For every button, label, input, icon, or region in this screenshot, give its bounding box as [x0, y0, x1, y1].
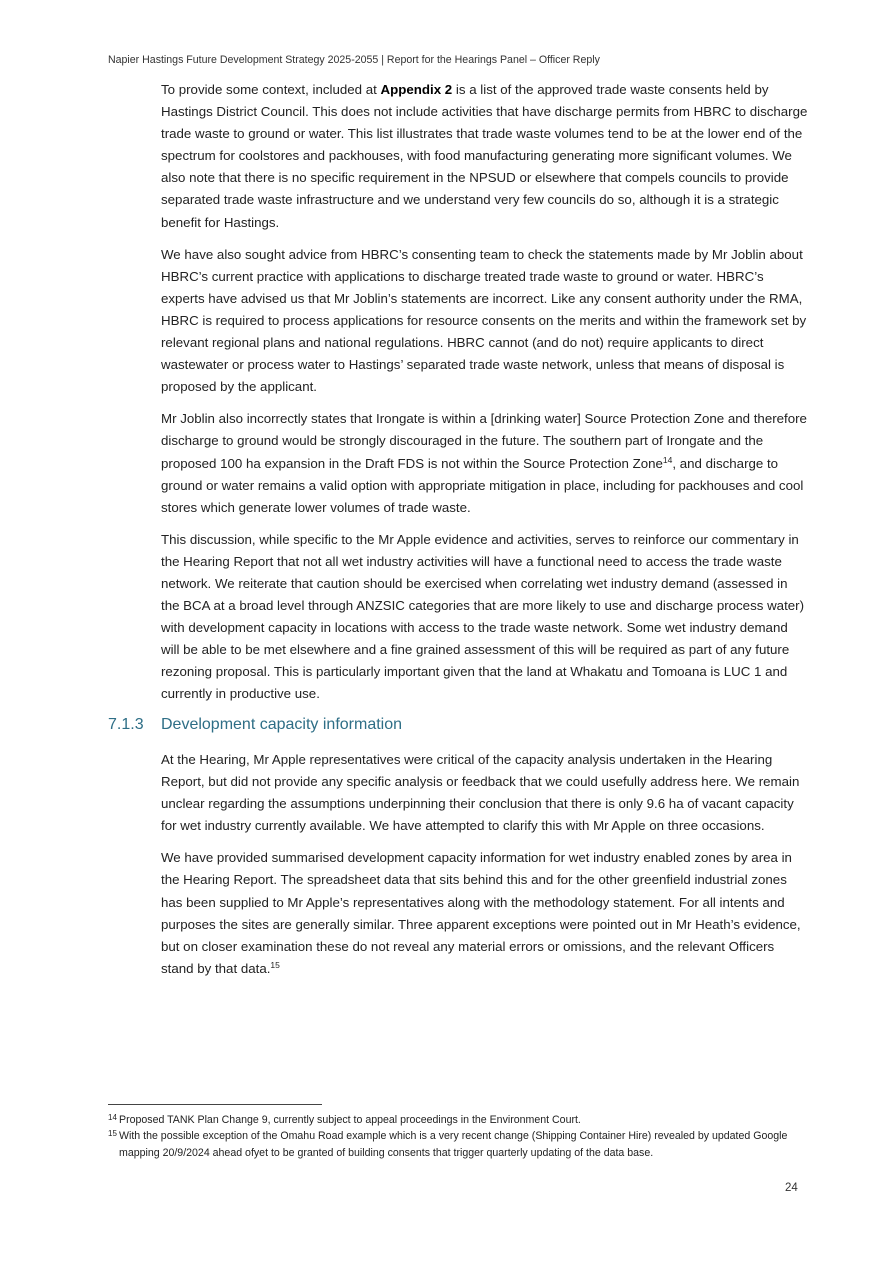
section-title: Development capacity information	[161, 716, 403, 733]
paragraph-text: To provide some context, included at	[161, 82, 381, 97]
footnote-text: Proposed TANK Plan Change 9, currently subject to appeal proceedings in the Environment Court.	[119, 1114, 581, 1126]
paragraph-text: , and discharge to ground or water remains a valid option with appropriate mitigation in place, including for packhouses and cool stores which generate lower volumes of trade waste.	[161, 455, 804, 515]
paragraph-discussion: This discussion, while specific to the Mr Apple evidence and activities, serves to reinforce our commentary in the Hearing Report that not all wet industry activities will have a functional need to access the trade waste network. We reiterate that caution should be exercised when correlating wet industry demand (assessed in the BCA at a broad level through ANZSIC categories that are more likely to use and discharge process water) with development capacity in locations with access to the trade waste network. Some wet industry demand will be able to be met elsewhere and a fine grained assessment of this will be required as part of any future rezoning proposal. This is particularly important given that the land at Whakatu and Tomoana is LUC 1 and currently in productive use.	[161, 531, 805, 702]
body-text	[161, 79, 809, 716]
section-body-text	[161, 749, 809, 990]
section-number: 7.1.3	[108, 716, 144, 733]
footnote-ref-15: 15	[270, 959, 280, 970]
paragraph-hearing: At the Hearing, Mr Apple representatives were critical of the capacity analysis undertaken in the Hearing Report, but did not provide any specific analysis or feedback that we could usefully address here. We remain unclear regarding the assumptions underpinning their conclusion that there is only 9.6 ha of vacant capacity for wet industry currently available. We have attempted to clarify this with Mr Apple on three occasions.	[161, 752, 800, 834]
footnotes	[108, 1112, 808, 1161]
paragraph-appendix-2	[161, 79, 809, 234]
paragraph-hbrc-advice: We have also sought advice from HBRC’s consenting team to check the statements made by Mr Joblin about HBRC’s current practice with applications to discharge treated trade waste to ground or water. HBRC’s experts have advised us that Mr Joblin’s statements are incorrect. Like any consent authority under the RMA, HBRC is required to process applications for resource consents on the merits and within the framework set by relevant regional plans and national regulations. HBRC cannot (and do not) require applicants to direct wastewater or process water to Hastings’ separated trade waste network, unless that means of disposal is proposed by the applicant.	[161, 246, 807, 395]
footnote-14: 14 Proposed TANK Plan Change 9, currently subject to appeal proceedings in the Environment Court.	[108, 1113, 581, 1126]
appendix-2-reference: Appendix 2	[380, 82, 453, 97]
footnote-text: With the possible exception of the Omahu Road example which is a very recent change (Shipping Container Hire) revealed by updated Google mapping 20/9/2024 ahead ofyet to be granted of building consents that trigger quarterly updating of the data base.	[119, 1130, 788, 1159]
footnote-separator	[108, 1104, 322, 1105]
page-number: 24	[785, 1182, 798, 1194]
footnote-ref-14: 14	[662, 454, 673, 465]
paragraph-capacity-info	[161, 847, 809, 980]
section-heading	[108, 716, 402, 734]
running-header: Napier Hastings Future Development Strategy 2025-2055 | Report for the Hearings Panel – Officer Reply	[108, 54, 600, 66]
paragraph-text: We have provided summarised development capacity information for wet industry enabled zones by area in the Hearing Report. The spreadsheet data that sits behind this and for the other greenfield industrial zones has been supplied to Mr Apple’s representatives along with the methodology statement. For all intents and purposes the sites are generally similar. Three apparent exceptions were pointed out in Mr Heath’s evidence, but on closer examination these do not reveal any material errors or omissions, and the relevant Officers stand by that data.	[161, 850, 801, 976]
paragraph-text: Mr Joblin also incorrectly states that Irongate is within a [drinking water] Source Protection Zone and therefore discharge to ground would be strongly discouraged in the future. The southern part of Irongate and the proposed 100 ha expansion in the Draft FDS is not within the Source Protection Zone	[161, 411, 807, 471]
paragraph-irongate	[161, 408, 809, 518]
paragraph-text: is a list of the approved trade waste consents held by Hastings District Council. This does not include activities that have discharge permits from HBRC to discharge trade waste to ground or water. This list illustrates that trade waste volumes tend to be at the lower end of the spectrum for coolstores and packhouses, with food manufacturing generating more significant volumes. We also note that there is no specific requirement in the NPSUD or elsewhere that compels councils to provide separated trade waste infrastructure and we understand very few councils do so, although it is a strategic benefit for Hastings.	[161, 82, 808, 230]
footnote-15: 15 With the possible exception of the Omahu Road example which is a very recent change (Shipping Container Hire) revealed by updated Google mapping 20/9/2024 ahead ofyet to be granted of building consents that trigger quarterly updating of the data base.	[108, 1129, 788, 1159]
